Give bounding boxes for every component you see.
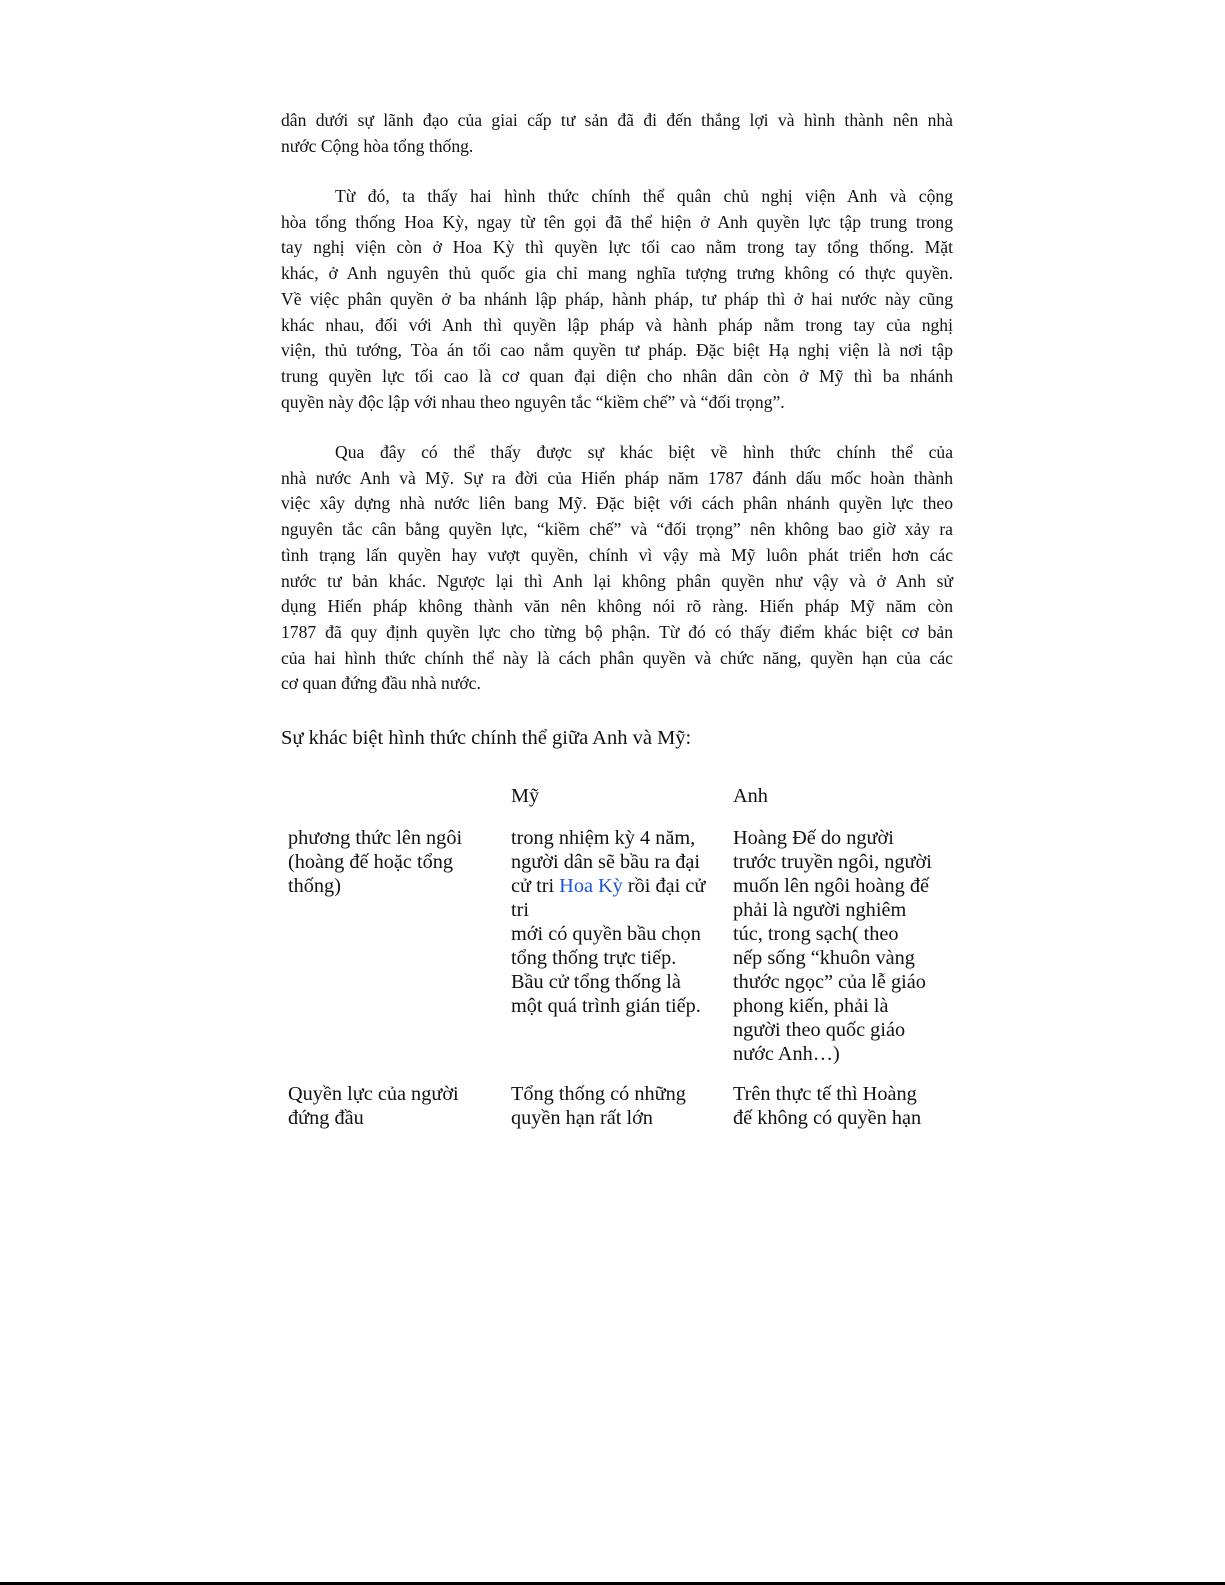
- table-row-1-anh: Hoàng Đế do người trước truyền ngôi, người muốn lên ngôi hoàng đế phải là người nghiêm túc, trong sạch( theo nếp sống “khuôn vàng thước ngọc” của lễ giáo phong kiến, phải là người theo quốc giáo nước Anh…): [733, 827, 932, 1065]
- paragraph-line: khác nhau, đối với Anh thì quyền lập pháp và hành pháp nằm trong tay của nghị: [281, 314, 953, 335]
- paragraph-line: trung quyền lực tối cao là cơ quan đại diện cho nhân dân còn ở Mỹ thì ba nhánh: [281, 365, 953, 386]
- paragraph-line: nhà nước Anh và Mỹ. Sự ra đời của Hiến pháp năm 1787 đánh dấu mốc hoàn thành: [281, 467, 953, 488]
- paragraph-line: nguyên tắc cân bằng quyền lực, “kiềm chế” và “đối trọng” nên không bao giờ xảy ra: [281, 519, 953, 540]
- paragraph-3: [281, 440, 953, 697]
- paragraph-line: Từ đó, ta thấy hai hình thức chính thể quân chủ nghị viện Anh và cộng: [335, 186, 953, 206]
- table-row-1-label: phương thức lên ngôi (hoàng đế hoặc tổng thống): [288, 827, 463, 897]
- paragraph-line: tình trạng lấn quyền hay vượt quyền, chính vì vậy mà Mỹ luôn phát triển hơn các: [281, 544, 953, 565]
- paragraph-line: dân dưới sự lãnh đạo của giai cấp tư sản đã đi đến thắng lợi và hình thành nên nhà: [281, 110, 953, 130]
- table-row-2-my: Tổng thống có những quyền hạn rất lớn: [511, 1083, 686, 1129]
- paragraph-line: nước Cộng hòa tổng thống.: [281, 135, 474, 156]
- paragraph-line: việc xây dựng nhà nước liên bang Mỹ. Đặc biệt với cách phân nhánh quyền lực theo: [281, 493, 953, 514]
- hoa-ky-link[interactable]: Hoa Kỳ: [559, 875, 623, 897]
- table-row-1-my: [511, 826, 716, 1018]
- paragraph-line: tay nghị viện còn ở Hoa Kỳ thì quyền lực tối cao nằm trong tay tổng thống. Mặt: [281, 237, 953, 258]
- table-row-2-anh: Trên thực tế thì Hoàng đế không có quyền hạn: [733, 1083, 922, 1129]
- cell-text: rồi đại cử tri mới có quyền bầu chọn tổng thống trực tiếp. Bầu cử tổng thống là một quá trình gián tiếp.: [511, 875, 706, 1017]
- paragraph-line: Qua đây có thể thấy được sự khác biệt về hình thức chính thể của: [335, 442, 953, 462]
- paragraph-line: hòa tổng thống Hoa Kỳ, ngay từ tên gọi đã thể hiện ở Anh quyền lực tập trung trong: [281, 211, 953, 232]
- paragraph-line: dụng Hiến pháp không thành văn nên không nói rõ ràng. Hiến pháp Mỹ năm còn: [281, 596, 953, 617]
- paragraph-line: cơ quan đứng đầu nhà nước.: [281, 673, 481, 694]
- paragraph-line: khác, ở Anh nguyên thủ quốc gia chỉ mang nghĩa tượng trưng không có thực quyền.: [281, 263, 953, 284]
- table-header-anh: Anh: [733, 785, 768, 807]
- paragraph-line: của hai hình thức chính thể này là cách phân quyền và chức năng, quyền hạn của các: [281, 647, 953, 668]
- paragraph-line: nước tư bản khác. Ngược lại thì Anh lại không phân quyền như vậy và ở Anh sử: [281, 570, 953, 591]
- paragraph-2: [281, 184, 953, 415]
- paragraph-line: 1787 đã quy định quyền lực cho từng bộ phận. Từ đó có thấy điểm khác biệt cơ bản: [281, 621, 953, 642]
- table-header-my: Mỹ: [511, 785, 540, 807]
- paragraph-line: viện, thủ tướng, Tòa án tối cao nắm quyền tư pháp. Đặc biệt Hạ nghị viện là nơi tập: [281, 340, 953, 361]
- table-row-2-label: Quyền lực của người đứng đầu: [288, 1083, 459, 1129]
- paragraph-1: [281, 108, 953, 159]
- paragraph-line: quyền này độc lập với nhau theo nguyên tắc “kiềm chế” và “đối trọng”.: [281, 391, 785, 412]
- cell-text: trong nhiệm kỳ 4 năm, người dân sẽ bầu ra đại cử tri: [511, 827, 700, 897]
- paragraph-line: Về việc phân quyền ở ba nhánh lập pháp, hành pháp, tư pháp thì ở hai nước này cũng: [281, 288, 953, 309]
- comparison-heading: Sự khác biệt hình thức chính thể giữa Anh và Mỹ:: [281, 727, 692, 749]
